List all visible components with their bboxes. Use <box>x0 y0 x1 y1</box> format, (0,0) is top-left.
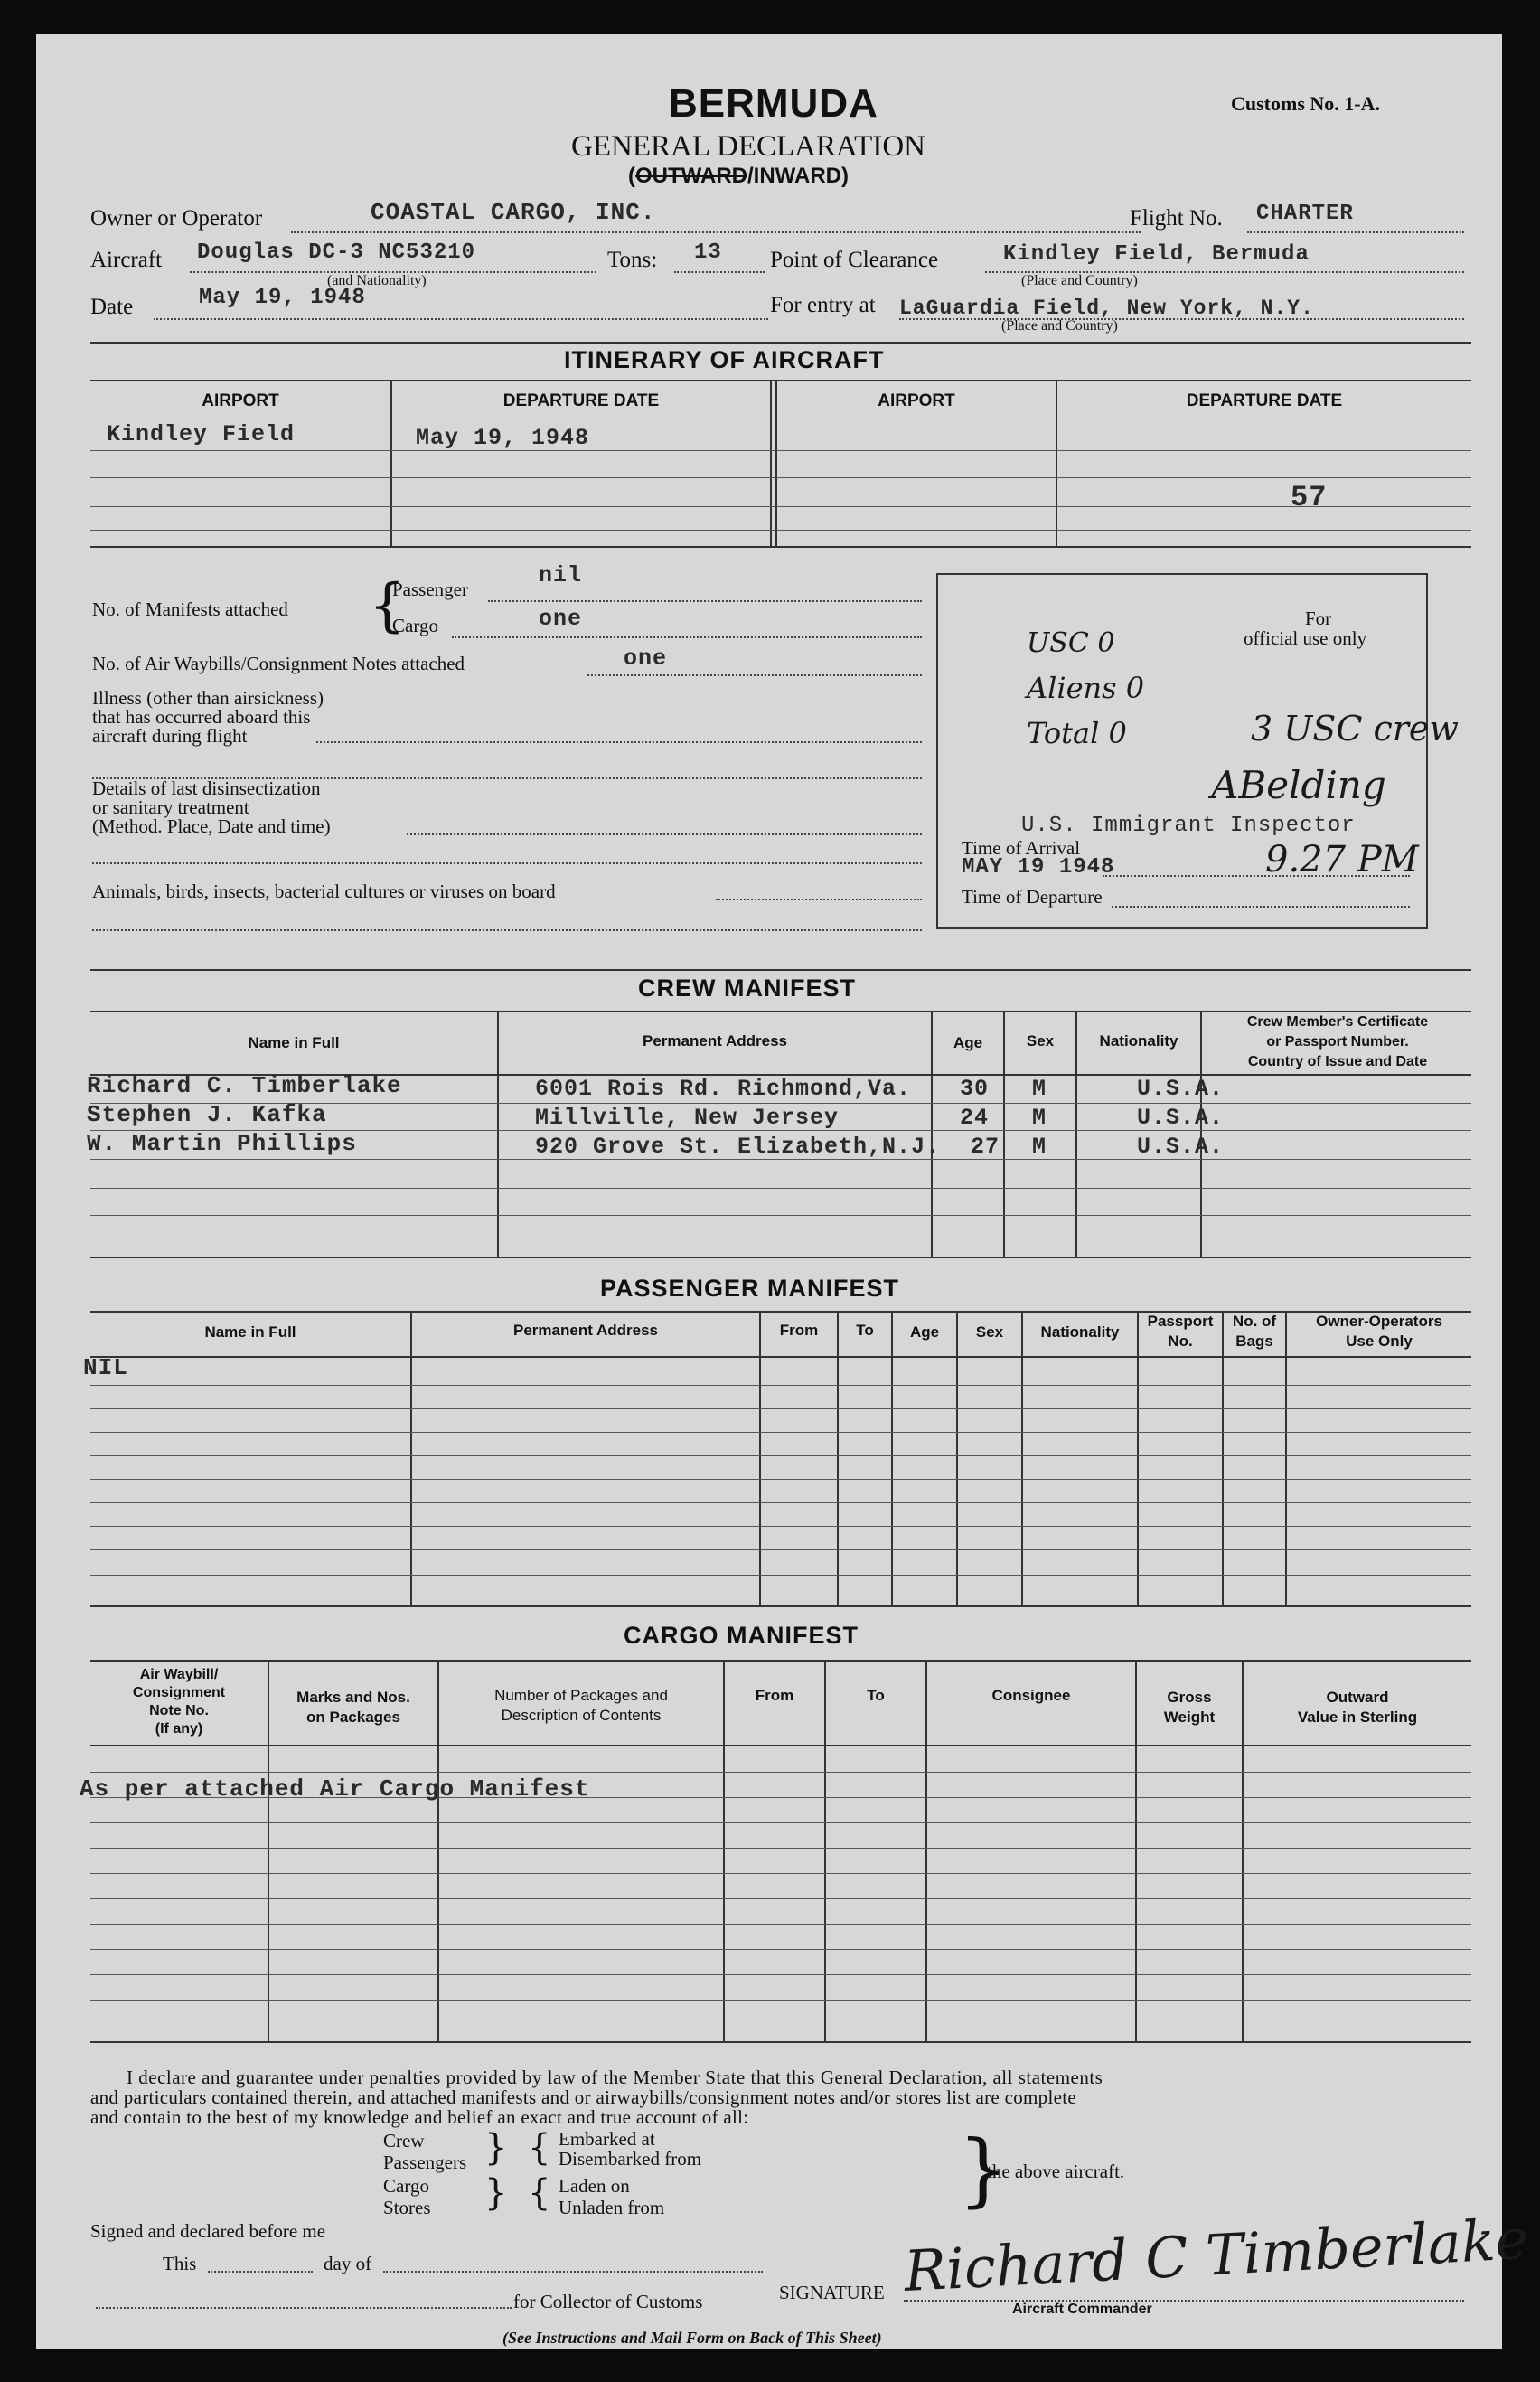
crew-top-rule <box>90 969 1471 971</box>
owner-value: COASTAL CARGO, INC. <box>371 199 656 226</box>
decl-laden: Laden on <box>559 2175 630 2197</box>
cargo-header-waybill-3: Note No. <box>149 1703 209 1718</box>
passenger-header-passport-1: Passport <box>1147 1313 1214 1330</box>
passenger-header-nationality: Nationality <box>1040 1323 1120 1341</box>
itinerary-airport: Kindley Field <box>107 421 296 447</box>
passenger-col-4 <box>891 1313 893 1605</box>
entry-value: LaGuardia Field, New York, N.Y. <box>899 297 1314 320</box>
passenger-row-rule-5 <box>90 1479 1471 1480</box>
form-title: BERMUDA <box>669 81 878 126</box>
aircraft-note: (and Nationality) <box>327 273 427 288</box>
cargo-header-gross-1: Gross <box>1167 1689 1212 1706</box>
cargo-row-rule-10 <box>90 2000 1471 2001</box>
passenger-col-1 <box>410 1313 412 1605</box>
waybills-line <box>587 674 922 676</box>
crew-age: 24 <box>960 1105 990 1131</box>
itinerary-header-departure-1: DEPARTURE DATE <box>502 391 660 410</box>
crew-age: 30 <box>960 1076 990 1102</box>
passenger-col-6 <box>1021 1313 1023 1605</box>
cargo-header-rule-top <box>90 1660 1471 1662</box>
cargo-row-rule-8 <box>90 1949 1471 1950</box>
itinerary-header-rule <box>90 380 1471 381</box>
this-dots <box>208 2271 313 2273</box>
itinerary-row-4 <box>90 530 1471 531</box>
cargo-value: one <box>539 606 583 632</box>
decl-brace-3: { <box>528 2127 551 2169</box>
cargo-line <box>452 636 922 638</box>
crew-name: Stephen J. Kafka <box>87 1101 327 1128</box>
decl-brace-right: } <box>958 2123 1009 2216</box>
manifests-label: No. of Manifests attached <box>92 598 288 620</box>
passenger-row-rule-2 <box>90 1408 1471 1409</box>
official-use-label: official use only <box>1244 627 1367 649</box>
decl-unladen: Unladen from <box>559 2197 665 2218</box>
outward-struck: OUTWARD <box>635 164 747 188</box>
official-total: Total 0 <box>1027 716 1127 750</box>
cargo-manifest-value: As per attached Air Cargo Manifest <box>80 1775 590 1803</box>
entry-label: For entry at <box>770 293 876 317</box>
day-of-dots <box>383 2271 763 2273</box>
disinsect-dots <box>407 833 922 835</box>
clearance-value: Kindley Field, Bermuda <box>1003 242 1310 267</box>
passenger-header-passport-2: No. <box>1168 1332 1193 1350</box>
declaration-line-3: and contain to the best of my knowledge and belief an exact and true account of all: <box>90 2106 749 2128</box>
disinsect-line-1: Details of last disinsectization <box>92 777 321 799</box>
commander-label: Aircraft Commander <box>1012 2302 1152 2317</box>
cargo-col-5 <box>925 1662 927 2041</box>
itinerary-bottom-rule <box>90 546 1471 548</box>
cargo-header-marks-2: on Packages <box>306 1709 400 1726</box>
decl-disembarked: Disembarked from <box>559 2148 702 2170</box>
itinerary-title: ITINERARY OF AIRCRAFT <box>564 346 885 373</box>
cargo-header-from: From <box>755 1687 794 1704</box>
itinerary-row-2 <box>90 477 1471 478</box>
direction-indicator <box>628 164 849 189</box>
arrival-dots <box>1103 875 1410 877</box>
cargo-row-rule-9 <box>90 1974 1471 1975</box>
itinerary-header-airport-2: AIRPORT <box>878 391 955 410</box>
passenger-col-8 <box>1222 1313 1224 1605</box>
crew-sex: M <box>1032 1134 1047 1160</box>
departure-label: Time of Departure <box>962 886 1103 908</box>
date-line <box>154 318 768 320</box>
signature-label: SIGNATURE <box>779 2282 885 2303</box>
passenger-header-sex: Sex <box>975 1323 1004 1341</box>
cargo-label: Cargo <box>392 615 438 636</box>
cargo-col-4 <box>824 1662 826 2041</box>
passenger-header-name: Name in Full <box>204 1323 296 1341</box>
cargo-header-gross-2: Weight <box>1163 1709 1216 1726</box>
illness-line-3: aircraft during flight <box>92 725 248 747</box>
passenger-col-2 <box>759 1313 761 1605</box>
cargo-row-rule-6 <box>90 1898 1471 1899</box>
departure-dots <box>1112 906 1410 908</box>
arrival-stamp: MAY 19 1948 <box>962 855 1115 880</box>
crew-header-name: Name in Full <box>248 1034 340 1051</box>
cargo-header-to: To <box>867 1687 885 1704</box>
collector-dots <box>96 2307 512 2309</box>
crew-header-cert-3: Country of Issue and Date <box>1247 1054 1428 1069</box>
cargo-header-waybill-2: Consignment <box>132 1685 226 1700</box>
cargo-header-consignee: Consignee <box>991 1687 1071 1704</box>
decl-brace-2: } <box>484 2172 508 2214</box>
passenger-row-rule-9 <box>90 1575 1471 1576</box>
crew-header-cert-1: Crew Member's Certificate <box>1246 1014 1429 1030</box>
passenger-header-owner-2: Use Only <box>1346 1332 1413 1350</box>
decl-embarked: Embarked at <box>559 2128 655 2150</box>
passenger-row-rule-7 <box>90 1526 1471 1527</box>
crew-header-sex: Sex <box>1026 1032 1055 1050</box>
cargo-header-waybill-4: (If any) <box>155 1721 203 1737</box>
crew-bottom-rule <box>90 1257 1471 1258</box>
passenger-header-address: Permanent Address <box>513 1322 658 1339</box>
clearance-label: Point of Clearance <box>770 248 939 272</box>
signed-before: Signed and declared before me <box>90 2220 326 2242</box>
passenger-nil: NIL <box>83 1354 128 1381</box>
passenger-row-rule-4 <box>90 1455 1471 1456</box>
decl-crew: Crew <box>383 2130 425 2151</box>
cargo-row-rule-7 <box>90 1924 1471 1925</box>
decl-passengers: Passengers <box>383 2151 467 2173</box>
disinsect-dots-2 <box>92 862 922 864</box>
decl-cargo: Cargo <box>383 2175 429 2197</box>
tons-line <box>674 271 765 273</box>
cargo-row-rule-1 <box>90 1772 1471 1773</box>
passenger-row-rule-1 <box>90 1385 1471 1386</box>
owner-line <box>291 231 1141 233</box>
paren-open: ( <box>628 164 635 188</box>
inward-label: /INWARD <box>747 164 841 188</box>
crew-sex: M <box>1032 1076 1047 1102</box>
date-value: May 19, 1948 <box>199 286 366 310</box>
crew-address: 920 Grove St. Elizabeth,N.J. <box>535 1134 941 1160</box>
cargo-header-marks-1: Marks and Nos. <box>296 1689 410 1706</box>
cargo-header-rule-bottom <box>90 1745 1471 1746</box>
passenger-line <box>488 600 922 602</box>
itinerary-departure: May 19, 1948 <box>416 425 590 451</box>
arrival-label: Time of Arrival <box>962 837 1081 859</box>
crew-header-nationality: Nationality <box>1099 1032 1178 1050</box>
passenger-header-bags-1: No. of <box>1232 1313 1277 1330</box>
tons-value: 13 <box>694 240 722 265</box>
cargo-row-rule-3 <box>90 1822 1471 1823</box>
owner-label: Owner or Operator <box>90 206 263 231</box>
crew-nationality: U.S.A. <box>1137 1105 1225 1131</box>
crew-header-age: Age <box>953 1034 983 1051</box>
paren-close: ) <box>840 164 849 188</box>
crew-header-cert-2: or Passport Number. <box>1266 1034 1409 1050</box>
itinerary-row-3 <box>90 506 1471 507</box>
clearance-note: (Place and Country) <box>1021 273 1138 288</box>
inspector-title: U.S. Immigrant Inspector <box>1021 814 1356 838</box>
official-aliens: Aliens 0 <box>1027 671 1145 705</box>
crew-nationality: U.S.A. <box>1137 1134 1225 1160</box>
crew-address: 6001 Rois Rd. Richmond,Va. <box>535 1076 912 1102</box>
commander-signature: Richard C Timberlake <box>902 2205 1530 2305</box>
crew-age: 27 <box>971 1134 1000 1160</box>
official-for: For <box>1305 607 1332 629</box>
this-label: This <box>163 2253 197 2274</box>
cargo-header-number-2: Description of Contents <box>501 1707 662 1724</box>
passenger-bottom-rule <box>90 1605 1471 1607</box>
crew-nationality: U.S.A. <box>1137 1076 1225 1102</box>
cargo-bottom-rule <box>90 2041 1471 2043</box>
crew-row-rule-5 <box>90 1215 1471 1216</box>
passenger-header-age: Age <box>909 1323 940 1341</box>
itinerary-top-rule <box>90 342 1471 344</box>
passenger-title: PASSENGER MANIFEST <box>600 1275 900 1302</box>
declaration-line-2: and particulars contained therein, and attached manifests and or airwaybills/consignment notes and/or stores list are complete <box>90 2086 1076 2108</box>
cargo-col-3 <box>723 1662 725 2041</box>
itinerary-number: 57 <box>1291 481 1328 514</box>
date-label: Date <box>90 295 134 319</box>
crew-row-rule-4 <box>90 1188 1471 1189</box>
passenger-row-rule-6 <box>90 1502 1471 1503</box>
collector-label: for Collector of Customs <box>513 2291 703 2312</box>
customs-number: Customs No. 1-A. <box>1231 92 1380 115</box>
official-usc: USC 0 <box>1027 627 1115 659</box>
passenger-col-3 <box>837 1313 839 1605</box>
illness-line-2: that has occurred aboard this <box>92 706 311 728</box>
crew-header-rule-top <box>90 1011 1471 1012</box>
waybills-label: No. of Air Waybills/Consignment Notes attached <box>92 653 465 674</box>
flight-value: CHARTER <box>1256 202 1354 226</box>
manifests-brace: { <box>369 572 406 639</box>
aircraft-label: Aircraft <box>90 248 163 272</box>
aircraft-value: Douglas DC-3 NC53210 <box>197 240 476 265</box>
passenger-header-from: From <box>779 1322 819 1339</box>
form-subtitle: GENERAL DECLARATION <box>571 130 925 163</box>
cargo-title: CARGO MANIFEST <box>624 1622 859 1649</box>
flight-label: Flight No. <box>1130 206 1223 231</box>
illness-dots <box>316 741 922 743</box>
passenger-col-7 <box>1137 1313 1139 1605</box>
disinsect-line-2: or sanitary treatment <box>92 796 249 818</box>
entry-note: (Place and Country) <box>1001 318 1118 334</box>
decl-above: the above aircraft. <box>987 2161 1125 2182</box>
cargo-header-waybill-1: Air Waybill/ <box>139 1667 219 1682</box>
passenger-label: Passenger <box>392 579 468 600</box>
crew-sex: M <box>1032 1105 1047 1131</box>
cargo-header-value-2: Value in Sterling <box>1297 1709 1418 1726</box>
inspector-signature: ABelding <box>1211 763 1386 807</box>
arrival-time: 9.27 PM <box>1265 839 1419 880</box>
tons-label: Tons: <box>607 248 658 272</box>
declaration-form <box>36 34 1530 2349</box>
signature-dots <box>904 2300 1464 2302</box>
decl-brace-1: } <box>484 2127 508 2169</box>
crew-name: W. Martin Phillips <box>87 1130 357 1157</box>
official-crew-note: 3 USC crew <box>1251 709 1459 748</box>
cargo-row-rule-5 <box>90 1873 1471 1874</box>
passenger-header-owner-1: Owner-Operators <box>1316 1313 1442 1330</box>
waybills-value: one <box>624 645 668 672</box>
crew-address: Millville, New Jersey <box>535 1105 840 1131</box>
animals-dots <box>716 899 922 900</box>
passenger-header-bags-2: Bags <box>1235 1332 1273 1350</box>
animals-label: Animals, birds, insects, bacterial cultures or viruses on board <box>92 880 556 902</box>
crew-header-address: Permanent Address <box>643 1032 787 1050</box>
itinerary-header-departure-2: DEPARTURE DATE <box>1186 391 1343 410</box>
flight-line <box>1247 231 1464 233</box>
passenger-value: nil <box>539 562 583 588</box>
itinerary-col-2 <box>770 381 772 546</box>
cargo-header-number-1: Number of Packages and <box>494 1687 668 1704</box>
itinerary-row-1 <box>90 450 1471 451</box>
passenger-header-to: To <box>856 1322 874 1339</box>
illness-line-1: Illness (other than airsickness) <box>92 687 324 709</box>
cargo-header-value-1: Outward <box>1326 1689 1389 1706</box>
passenger-col-5 <box>956 1313 958 1605</box>
crew-title: CREW MANIFEST <box>638 974 856 1002</box>
disinsect-line-3: (Method. Place, Date and time) <box>92 815 331 837</box>
passenger-row-rule-3 <box>90 1432 1471 1433</box>
passenger-row-rule-8 <box>90 1549 1471 1550</box>
itinerary-header-airport-1: AIRPORT <box>202 391 279 410</box>
crew-name: Richard C. Timberlake <box>87 1072 402 1099</box>
declaration-line-1: I declare and guarantee under penalties provided by law of the Member State that this General Declaration, all statements <box>127 2067 1103 2088</box>
decl-stores: Stores <box>383 2197 431 2218</box>
decl-brace-4: { <box>528 2172 551 2214</box>
footer-note: (See Instructions and Mail Form on Back of This Sheet) <box>502 2329 882 2347</box>
passenger-header-rule-bottom <box>90 1356 1471 1358</box>
passenger-col-9 <box>1285 1313 1287 1605</box>
animals-dots-2 <box>92 929 922 931</box>
cargo-row-rule-4 <box>90 1848 1471 1849</box>
day-of-label: day of <box>324 2253 372 2274</box>
